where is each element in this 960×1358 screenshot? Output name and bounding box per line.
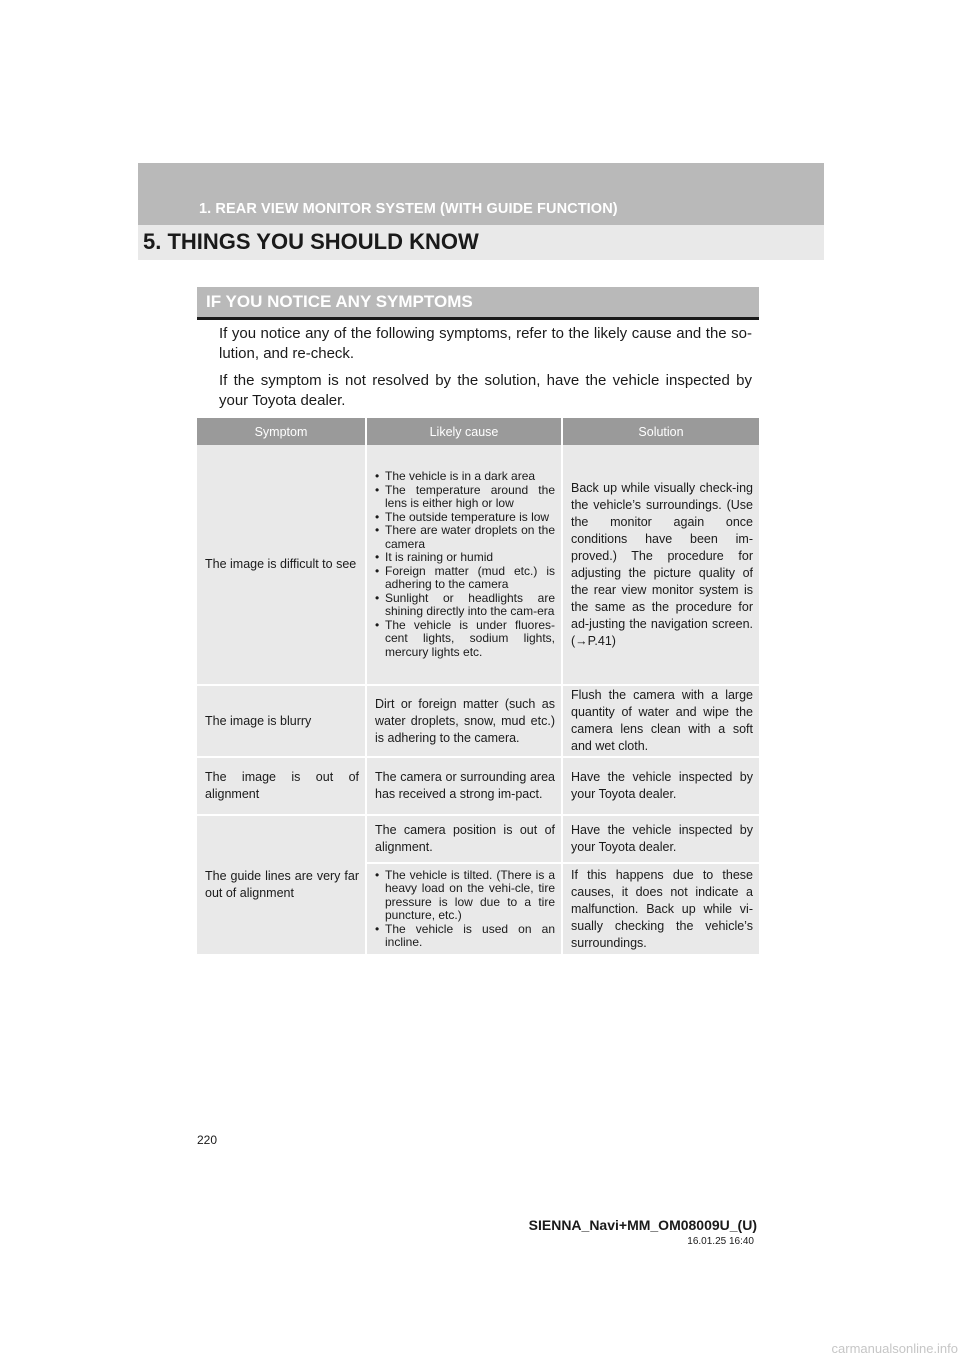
cause-item: • The vehicle is under fluores-cent lights, sodium lights, mercury lights etc.	[375, 619, 555, 660]
solution-cell: Back up while visually check-ing the vehicle’s surroundings. (Use the monitor again once conditions have been im-proved.) The procedure for adjusting the picture quality of the rear view monitor system is the same as the procedure for ad-justing the navigation screen. (→P.41)	[562, 445, 759, 685]
cause-cell	[366, 863, 562, 955]
cause-item: • Sunlight or headlights are shining directly into the cam-era	[375, 592, 555, 619]
cause-cell: The camera or surrounding area has received a strong im-pact.	[366, 757, 562, 815]
symptom-cell: The guide lines are very far out of alignment	[197, 815, 366, 955]
cause-item: • The vehicle is used on an incline.	[375, 923, 555, 950]
symptom-cell: The image is out of alignment	[197, 757, 366, 815]
table-row	[197, 685, 759, 757]
solution-cell: If this happens due to these causes, it does not indicate a malfunction. Back up while vi-sually checking the vehicle’s surroundings.	[562, 863, 759, 955]
symptom-cell: The image is blurry	[197, 685, 366, 757]
cause-item: • The vehicle is tilted. (There is a heavy load on the vehi-cle, tire pressure is low due to a tire puncture, etc.)	[375, 869, 555, 923]
column-header-solution: Solution	[562, 418, 759, 445]
table-row	[197, 445, 759, 685]
cause-item: • The outside temperature is low	[375, 511, 555, 525]
symptoms-table	[197, 418, 759, 956]
cause-item: • It is raining or humid	[375, 551, 555, 565]
intro-paragraph-1: If you notice any of the following symptoms, refer to the likely cause and the so-lution, and re-check.	[219, 325, 752, 362]
page-number: 220	[197, 1133, 218, 1147]
solution-cell: Flush the camera with a large quantity of water and wipe the camera lens clean with a soft and wet cloth.	[562, 685, 759, 757]
chapter-title: 5. THINGS YOU SHOULD KNOW	[143, 229, 479, 254]
column-header-symptom: Symptom	[197, 418, 366, 445]
cause-list	[375, 470, 555, 659]
cause-item: • The temperature around the lens is either high or low	[375, 484, 555, 511]
cause-list	[375, 869, 555, 950]
cause-cell: Dirt or foreign matter (such as water droplets, snow, mud etc.) is adhering to the camera.	[366, 685, 562, 757]
column-header-likely-cause: Likely cause	[366, 418, 562, 445]
table-row	[197, 757, 759, 815]
intro-paragraph-2: If the symptom is not resolved by the solution, have the vehicle inspected by your Toyota dealer.	[219, 372, 752, 409]
document-timestamp: 16.01.25 16:40	[687, 1236, 754, 1247]
table-header-row	[197, 418, 759, 445]
cause-item: • The vehicle is in a dark area	[375, 470, 555, 484]
cause-item: • There are water droplets on the camera	[375, 524, 555, 551]
cause-item: • Foreign matter (mud etc.) is adhering to the camera	[375, 565, 555, 592]
document-id: SIENNA_Navi+MM_OM08009U_(U)	[528, 1217, 757, 1233]
table-row	[197, 815, 759, 863]
subsection-title: IF YOU NOTICE ANY SYMPTOMS	[206, 292, 473, 311]
solution-cell: Have the vehicle inspected by your Toyota dealer.	[562, 757, 759, 815]
solution-cell: Have the vehicle inspected by your Toyota dealer.	[562, 815, 759, 863]
watermark: carmanualsonline.info	[831, 1341, 958, 1356]
symptom-cell: The image is difficult to see	[197, 445, 366, 685]
cause-cell: The camera position is out of alignment.	[366, 815, 562, 863]
section-title: 1. REAR VIEW MONITOR SYSTEM (WITH GUIDE FUNCTION)	[199, 201, 618, 217]
cause-cell	[366, 445, 562, 685]
